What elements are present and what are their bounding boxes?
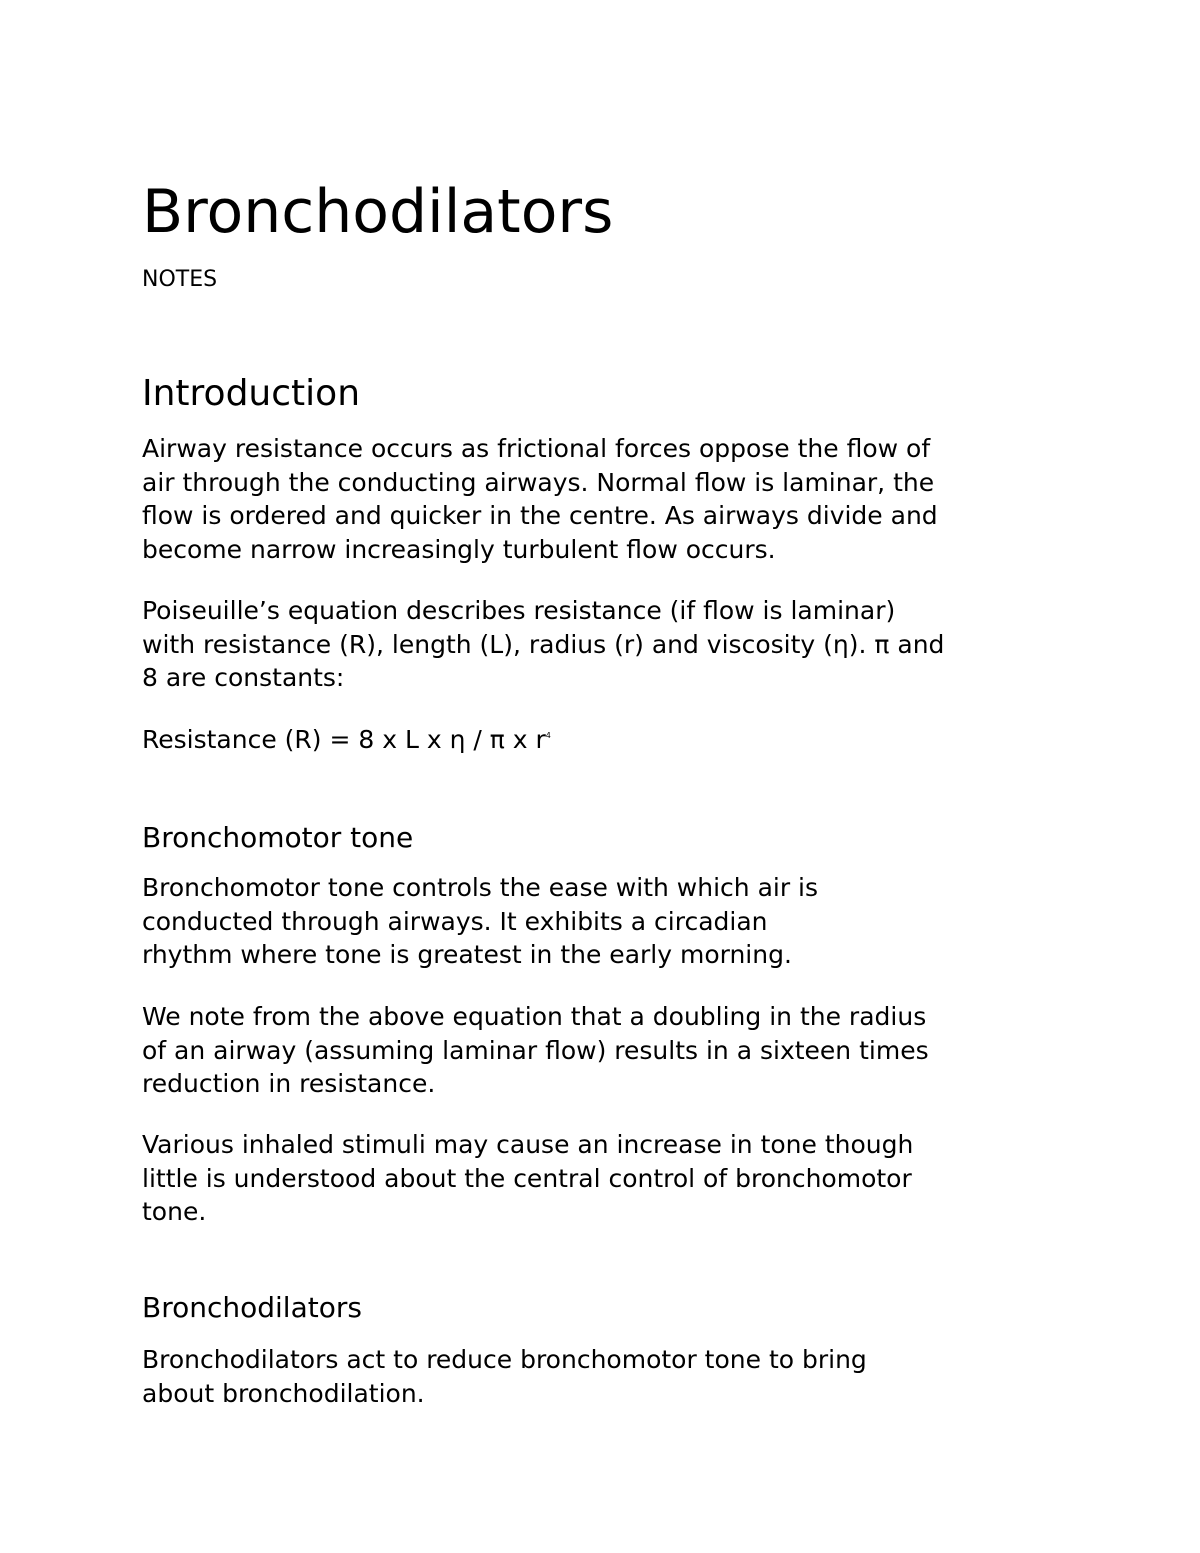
introduction-paragraph-2-block bbox=[142, 594, 1072, 695]
section-bronchomotor-tone bbox=[142, 820, 1072, 856]
section-heading-introduction: Introduction bbox=[142, 373, 361, 414]
document-title: Bronchodilators bbox=[142, 177, 614, 247]
section-bronchodilators bbox=[142, 1290, 1072, 1326]
introduction-paragraph-2: Poiseuille’s equation describes resistance (if flow is laminar) with resistance (R), length (L), radius (r) and viscosity (η). π and 8 are constants: bbox=[142, 596, 945, 692]
bronchomotor-paragraph-1-block bbox=[142, 871, 1072, 972]
introduction-paragraph-1-block bbox=[142, 432, 1072, 566]
bronchodilators-paragraph-1-block bbox=[142, 1343, 1072, 1410]
bronchomotor-paragraph-3: Various inhaled stimuli may cause an increase in tone though little is understood about the central control of bronchomotor tone. bbox=[142, 1130, 914, 1226]
resistance-equation bbox=[142, 723, 1072, 757]
equation-text: Resistance (R) = 8 x L x η / π x r bbox=[142, 725, 546, 754]
document-subtitle: NOTES bbox=[142, 267, 218, 292]
bronchomotor-paragraph-2: We note from the above equation that a doubling in the radius of an airway (assuming laminar flow) results in a sixteen times reduction in resistance. bbox=[142, 1002, 929, 1098]
bronchomotor-paragraph-1: Bronchomotor tone controls the ease with which air is conducted through airways. It exhibits a circadian rhythm where tone is greatest in the early morning. bbox=[142, 873, 819, 969]
bronchomotor-paragraph-2-block bbox=[142, 1000, 1072, 1101]
section-heading-bronchodilators: Bronchodilators bbox=[142, 1291, 362, 1324]
equation-exponent: 4 bbox=[545, 731, 551, 740]
section-introduction bbox=[142, 372, 1072, 416]
bronchodilators-paragraph-1: Bronchodilators act to reduce bronchomotor tone to bring about bronchodilation. bbox=[142, 1345, 867, 1408]
introduction-paragraph-1: Airway resistance occurs as frictional forces oppose the flow of air through the conducting airways. Normal flow is laminar, the flow is ordered and quicker in the centre. As airways divide and become narrow increasingly turbulent flow occurs. bbox=[142, 434, 938, 564]
equation-block bbox=[142, 723, 1072, 757]
bronchomotor-paragraph-3-block bbox=[142, 1128, 1072, 1229]
section-heading-bronchomotor-tone: Bronchomotor tone bbox=[142, 821, 414, 854]
